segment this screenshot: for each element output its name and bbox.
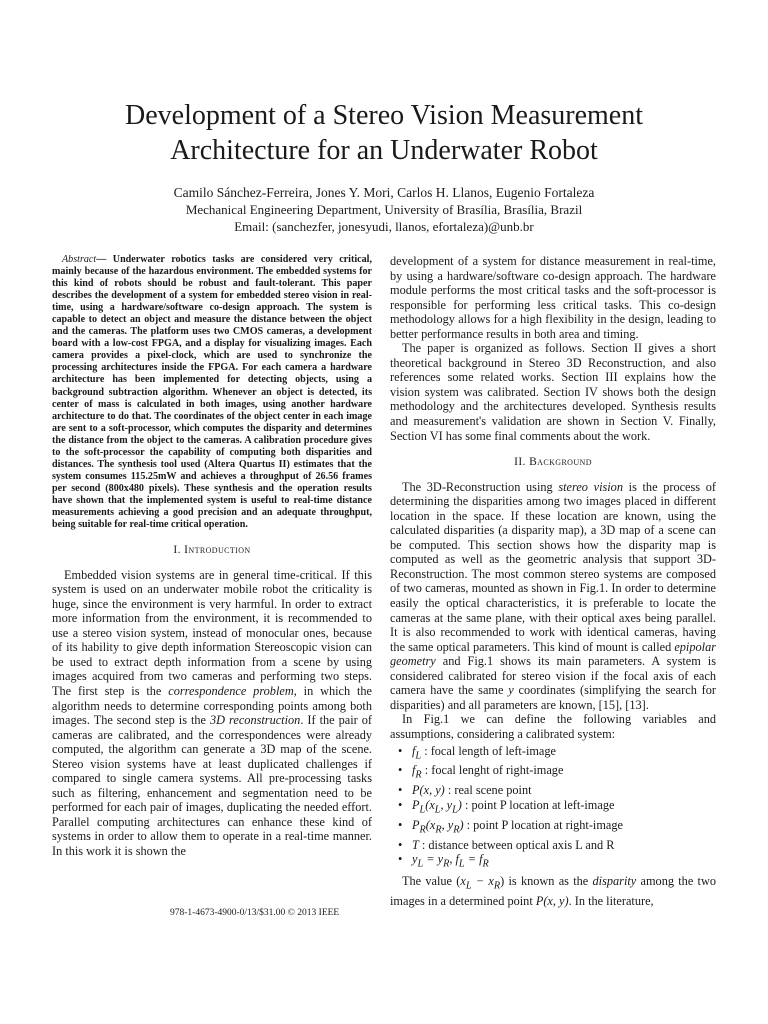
background-paragraph-1 <box>390 480 716 713</box>
list-item: • $P_L(x_L$, $y_L$) : point P location at left-image <box>404 798 716 818</box>
list-item: • T : distance between optical axis L and R <box>404 838 716 853</box>
abstract <box>52 254 372 531</box>
ieee-copyright-footer: 978-1-4673-4900-0/13/$31.00 © 2013 IEEE <box>170 908 340 918</box>
author-affiliation: Mechanical Engineering Department, University of Brasília, Brasília, Brazil <box>185 202 583 217</box>
variable-list <box>390 744 716 873</box>
intro-p1-text-b: , in which the algorithm needs to determine corresponding points among both images. The second step is the <box>52 684 372 728</box>
bg-p1-math-y: y <box>508 683 514 698</box>
list-item: • $y_L = y_R$, $f_L = f_R$ <box>404 852 716 872</box>
left-column <box>52 254 372 859</box>
list-item: • $f_L$ : focal length of left-image <box>404 744 716 764</box>
intro-p1-text-c: . If the pair of cameras are calibrated, and the correspondences were already computed, the algorithm can generate a 3D map of the scene. Stereo vision systems have at least duplicated challenges if compared to single camera systems. All pre-processing tasks such as filtering, enhancement and segmentation need to be performed for each pair of images, duplicating the needed effort. Parallel computing architectures can enhance these kind of systems in order to allow them to operate in a real-time manner. In this work it is shown the <box>52 713 372 859</box>
bg-p1-text-d: coordinates (simplifying the search for disparities) and all parameters are known, [15], [13]. <box>390 683 716 712</box>
intro-p1-text-a: Embedded vision systems are in general time-critical. If this system is used on an underwater mobile robot the criticality is huge, since the environment is very harmful. In order to extract more information from the environment, it is recommended to use a stereo vision system, instead of monocular ones, because of its hability to give depth information Stereoscopic vision can be used to extract depth information from a scene by using images acquired from two cameras and performing two steps. The first step is the <box>52 567 372 698</box>
author-email: Email: (sanchezfer, jonesyudi, llanos, efortaleza)@unb.br <box>234 219 534 234</box>
bg-p1-text-a: The 3D-Reconstruction using <box>402 479 559 494</box>
bg-p1-em-epipolar: epipolar geometry <box>390 639 716 669</box>
intro-p1-em-reconstruction: 3D reconstruction <box>210 713 301 728</box>
section-heading-background: II. Background <box>514 456 592 469</box>
background-paragraph-2: In Fig.1 we can define the following variables and assumptions, considering a calibrated system: <box>390 712 716 741</box>
intro-p1-em-correspondence: correspondence problem <box>168 684 294 698</box>
bg-p1-em-stereo-vision: stereo vision <box>558 479 623 494</box>
right-column <box>390 254 716 909</box>
abstract-label: Abstract <box>62 254 97 265</box>
section-heading-introduction: I. Introduction <box>173 544 251 557</box>
abstract-text: — Underwater robotics tasks are considered very critical, mainly because of the hazardous environment. The embedded systems for this kind of robots should be robust and fault-tolerant. This paper describes the development of a system for embedded stereo vision in real-time, using a hardware/software co-design approach. The system is capable to detect an object and measure the distance between the object and the cameras. The platform uses two CMOS cameras, a development board with a low-cost FPGA, and a display for visualizing images. Each camera provides a pixel-clock, which are used to synchronize the processing architectures inside the FPGA. For each camera a hardware architecture has been implemented for detecting objects, using a background subtraction algorithm. Whenever an object is detected, its center of mass is calculated in both images, using another hardware architecture to do that. The coordinates of the object center in each image are sent to a soft-processor, which computes the disparity and determines the distance from the object to the cameras. A calibration procedure gives to the soft-processor the capability of computing both disparities and distances. The synthesis tool used (Altera Quartus II) estimates that the system consumes 115.25mW and achieves a throughput of 26.56 frames per second (800x480 pixels). These synthesis and the operation results have shown that the implemented system is useful to real-time distance measurements achieving a good precision and an adequate throughput, being suitable for real-time critical operation. <box>52 254 372 531</box>
list-item: • $f_R$ : focal lenght of right-image <box>404 763 716 783</box>
title-line-1: Development of a Stereo Vision Measurement <box>125 100 643 131</box>
bg-p1-text-b: is the process of determining the disparities among two images placed in different location in the space. If these location are known, using the calculated disparities (a disparity map), a 3D map of a scene can be computed. This section shows how the disparity map is computed as well as the geometric analysis that support 3D-Reconstruction. The most common stereo systems are composed of two cameras, mounted as shown in Fig.1. In order to determine easily the optical characteristics, it is preferable to locate the cameras at the same plane, with their optical axes being parallel. It is also recommended to work with identical cameras, having the same optical parameters. This kind of mount is called <box>390 479 716 654</box>
paper-title <box>40 98 728 168</box>
list-item: • $P_R(x_R$, $y_R$) : point P location at right-image <box>404 818 716 838</box>
title-line-2: Architecture for an Underwater Robot <box>170 135 598 166</box>
intro-paragraph-1-continued: development of a system for distance measurement in real-time, by using a hardware/software co-design approach. The hardware module performs the most critical tasks and the soft-processor is responsible for performing less critical tasks. This co-design methodology allows for a high flexibility in the design, leading to better performance results in both area and timing. <box>390 254 716 341</box>
bg-p1-text-c: and Fig.1 shows its main parameters. A system is considered calibrated for stereo vision if the focal axis of each camera have the same <box>390 654 716 698</box>
intro-paragraph-2: The paper is organized as follows. Section II gives a short theoretical background in Stereo 3D Reconstruction, and also references some related works. Section III explains how the vision system was calibrated. Section IV shows both the design methodology and the architectures developed. Synthesis results and measurement's validation are shown in Section V. Finally, Section VI has some final comments about the work. <box>390 341 716 443</box>
background-paragraph-3: The value $(x_L - x_R)$ is known as the disparity among the two images in a determined point P(x, y). In the literature, <box>390 874 716 909</box>
author-block <box>40 184 728 235</box>
bg-p3-em-disparity: disparity <box>592 874 637 889</box>
intro-paragraph-1 <box>52 568 372 859</box>
author-names: Camilo Sánchez-Ferreira, Jones Y. Mori, Carlos H. Llanos, Eugenio Fortaleza <box>173 185 595 200</box>
list-item: • P(x, y) : real scene point <box>404 783 716 798</box>
